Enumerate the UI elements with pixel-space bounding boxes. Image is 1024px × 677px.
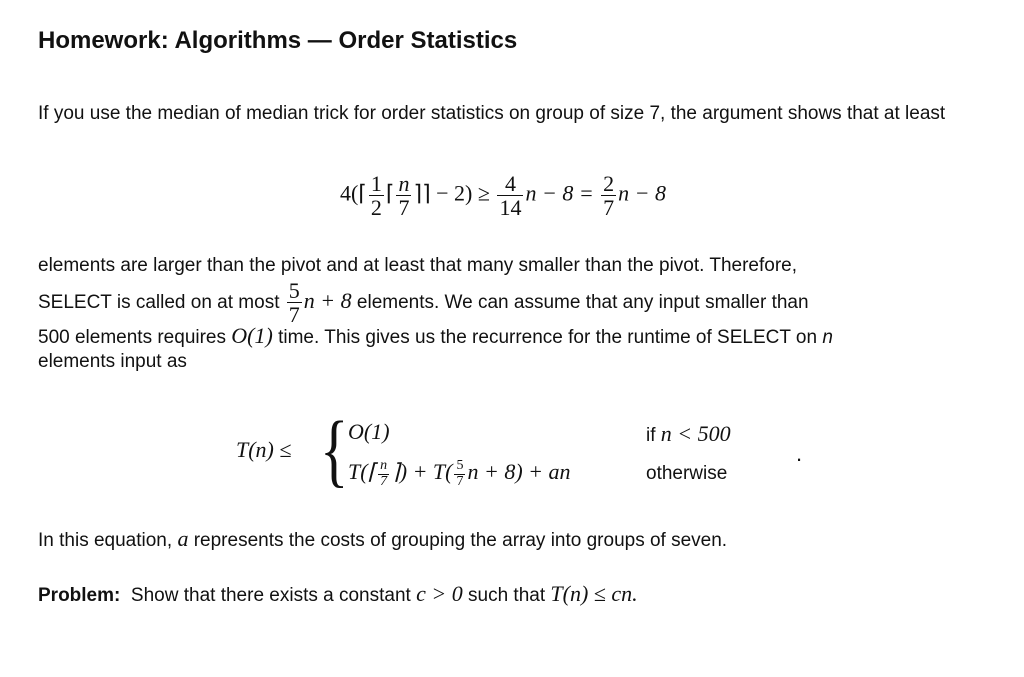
condition-2: otherwise: [646, 463, 728, 484]
fraction-one-half: $\frac{1}{2}$: [370, 171, 382, 221]
pivot-paragraph: [38, 254, 964, 374]
left-brace: {: [320, 404, 349, 495]
inequality-equation: 4(⌈ $\frac{1}{2}$ ⌈ $\frac{n}{7}$ ⌉⌉ − 2) ≥ $\frac{4}{14}$ n − 8 = $\frac{2}{7}$ n − 8: [339, 171, 667, 221]
fraction-n-over-7: $\frac{n}{7}$: [398, 171, 410, 221]
recurrence-case-1: O(1): [348, 419, 390, 444]
fraction-4-over-14: $\frac{4}{14}$: [499, 171, 522, 221]
intro-paragraph: If you use the median of median trick for order statistics on group of size 7, the argument shows that at least: [38, 103, 946, 124]
p2-line4: elements input as: [38, 351, 187, 372]
problem-statement: Problem: Show that there exists a constant c > 0 such that T(n) ≤ cn.: [38, 581, 638, 606]
p2-line3: 500 elements requires O(1) time. This gives us the recurrence for the runtime of SELECT on n: [38, 323, 833, 348]
eq-lead: 4(⌈: [339, 180, 367, 206]
cost-paragraph: In this equation, a represents the costs of grouping the array into groups of seven.: [38, 526, 728, 551]
eq-after3: n − 8 =: [525, 180, 594, 206]
fraction-5-over-7-small: $\frac{5}{7}$: [456, 458, 464, 489]
fraction-n-over-7-small: $\frac{n}{7}$: [380, 458, 388, 489]
eq-mid: ⌉⌉ − 2) ≥: [413, 180, 490, 206]
condition-1: if n < 500: [646, 421, 731, 446]
page-title: Homework: Algorithms — Order Statistics: [38, 27, 518, 54]
eq-after4: n − 8: [618, 180, 667, 206]
p2-line1: elements are larger than the pivot and at least that many smaller than the pivot. Therefore,: [38, 255, 798, 276]
fraction-5-over-7: $\frac{5}{7}$: [288, 278, 300, 328]
recurrence-lhs: T(n) ≤: [236, 437, 292, 462]
p2-line2: SELECT is called on at most $\frac{5}{7}$ n + 8 elements. We can assume that any input smaller than: [38, 278, 809, 328]
recurrence-case-2: T(⌈ $\frac{n}{7}$ ⌉) + T( $\frac{5}{7}$ n + 8) + an: [348, 458, 571, 489]
fraction-2-over-7: $\frac{2}{7}$: [603, 171, 615, 221]
problem-label: Problem:: [38, 585, 121, 606]
recurrence-period: .: [796, 441, 803, 466]
